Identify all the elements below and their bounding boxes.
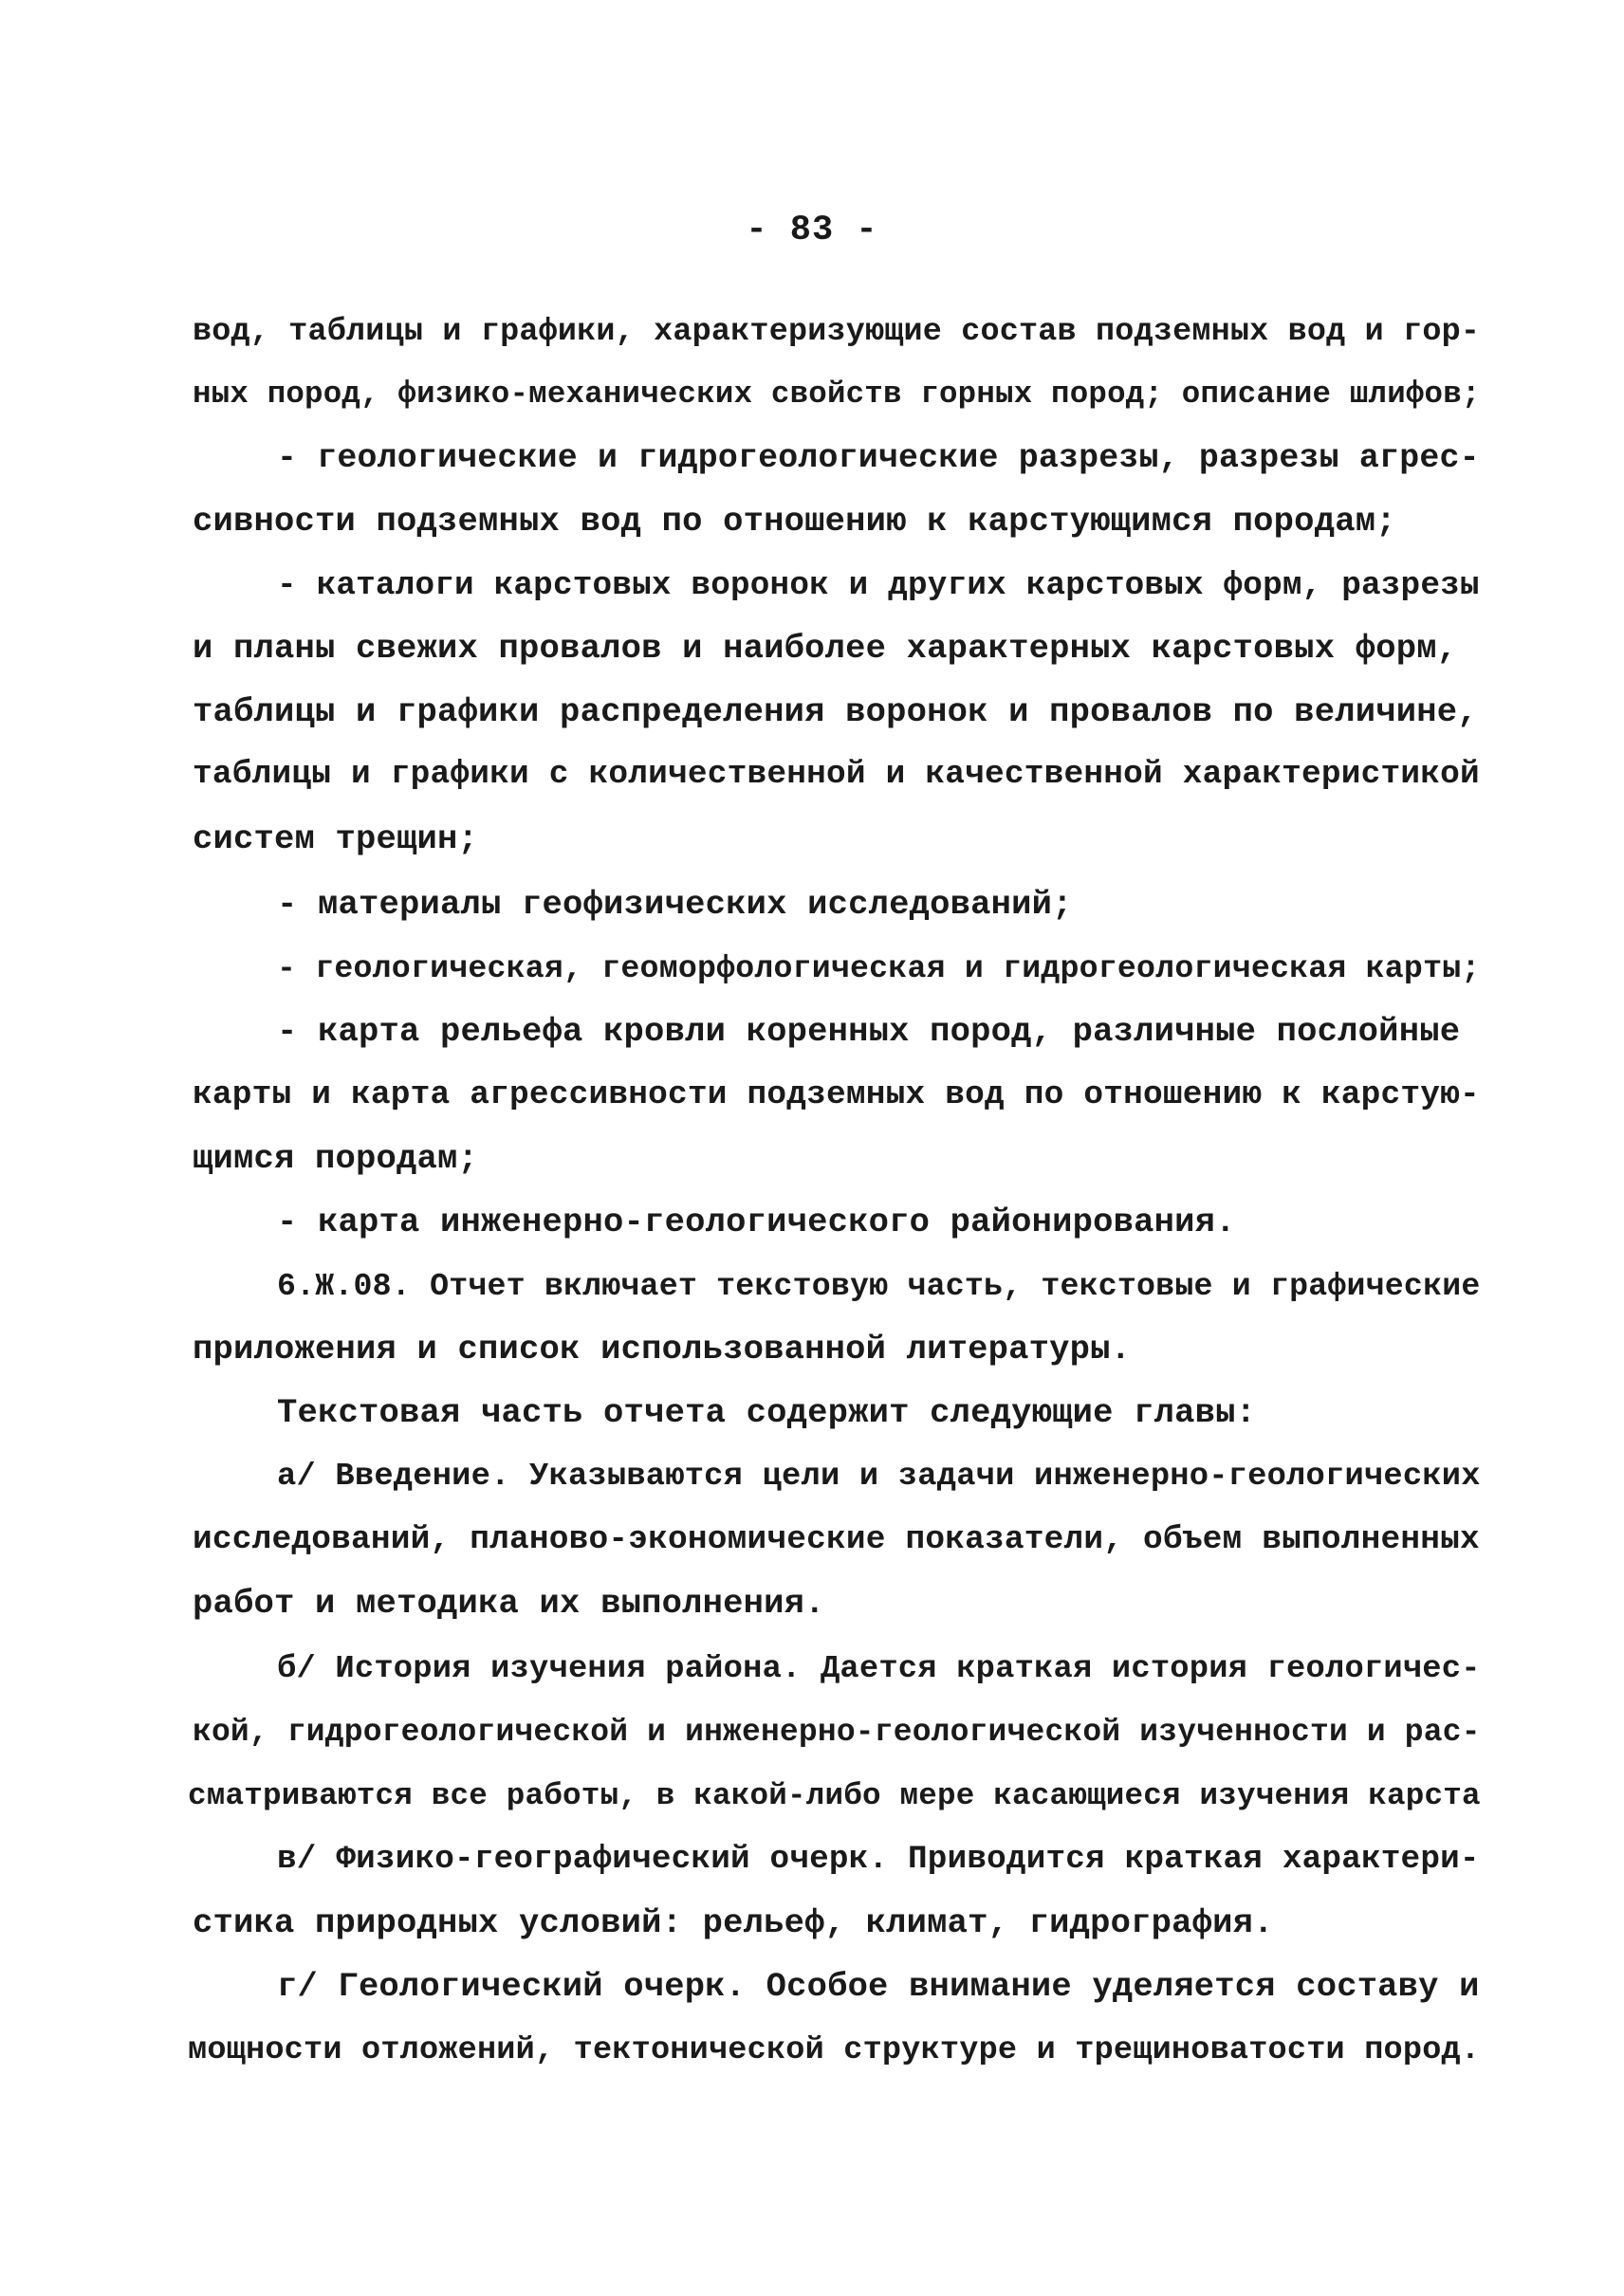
text-line: таблицы и графики с количественной и качественной характеристикой [193,756,1480,793]
text-line: таблицы и графики распределения воронок и провалов по величине, [193,692,1478,731]
text-line: - каталоги карстовых воронок и других карстовых форм, разрезы [277,567,1480,604]
text-line: - материалы геофизических исследований; [277,885,1073,924]
text-line: в/ Физико-географический очерк. Приводится краткая характери- [277,1841,1480,1878]
text-line: вод, таблицы и графики, характеризующие состав подземных вод и гор- [193,314,1481,350]
text-line: - геологическая, геоморфологическая и гидрогеологическая карты; [277,950,1481,986]
text-line: 6.Ж.08. Отчет включает текстовую часть, текстовые и графические [277,1268,1481,1304]
text-line: щимся породам; [193,1139,479,1178]
text-line: приложения и список использованной литературы. [193,1330,1132,1368]
text-line: карты и карта агрессивности подземных вод по отношению к карстую- [193,1076,1480,1113]
text-line: и планы свежих провалов и наиболее характерных карстовых форм, [193,629,1458,668]
text-line: ных пород, физико-механических свойств горных пород; описание шлифов; [193,377,1481,412]
text-line: мощности отложений, тектонической структуре и трещиноватости пород. [188,2032,1481,2068]
text-line: сматриваются все работы, в какой-либо мере касающиеся изучения карста [188,1778,1481,1813]
text-line: стика природных условий: рельеф, климат, гидрография. [193,1903,1274,1942]
text-line: Текстовая часть отчета содержит следующие главы: [277,1393,1257,1432]
text-line: исследований, планово-экономические показатели, объем выполненных [193,1521,1480,1558]
page-number: - 83 - [746,211,878,250]
text-line: кой, гидрогеологической и инженерно-геологической изученности и рас- [193,1715,1481,1750]
text-line: систем трещин; [193,819,479,858]
text-line: работ и методика их выполнения. [193,1584,825,1623]
text-line: сивности подземных вод по отношению к карстующимся породам; [193,502,1396,541]
text-line: - карта рельефа кровли коренных пород, различные послойные [277,1012,1461,1051]
text-line: г/ Геологический очерк. Особое внимание уделяется составу и [277,1967,1480,2006]
text-line: - карта инженерно-геологического районирования. [277,1203,1236,1241]
text-line: а/ Введение. Указываются цели и задачи инженерно-геологических [277,1459,1481,1495]
text-line: б/ История изучения района. Дается краткая история геологичес- [277,1651,1481,1687]
text-line: - геологические и гидрогеологические разрезы, разрезы агрес- [277,440,1480,477]
